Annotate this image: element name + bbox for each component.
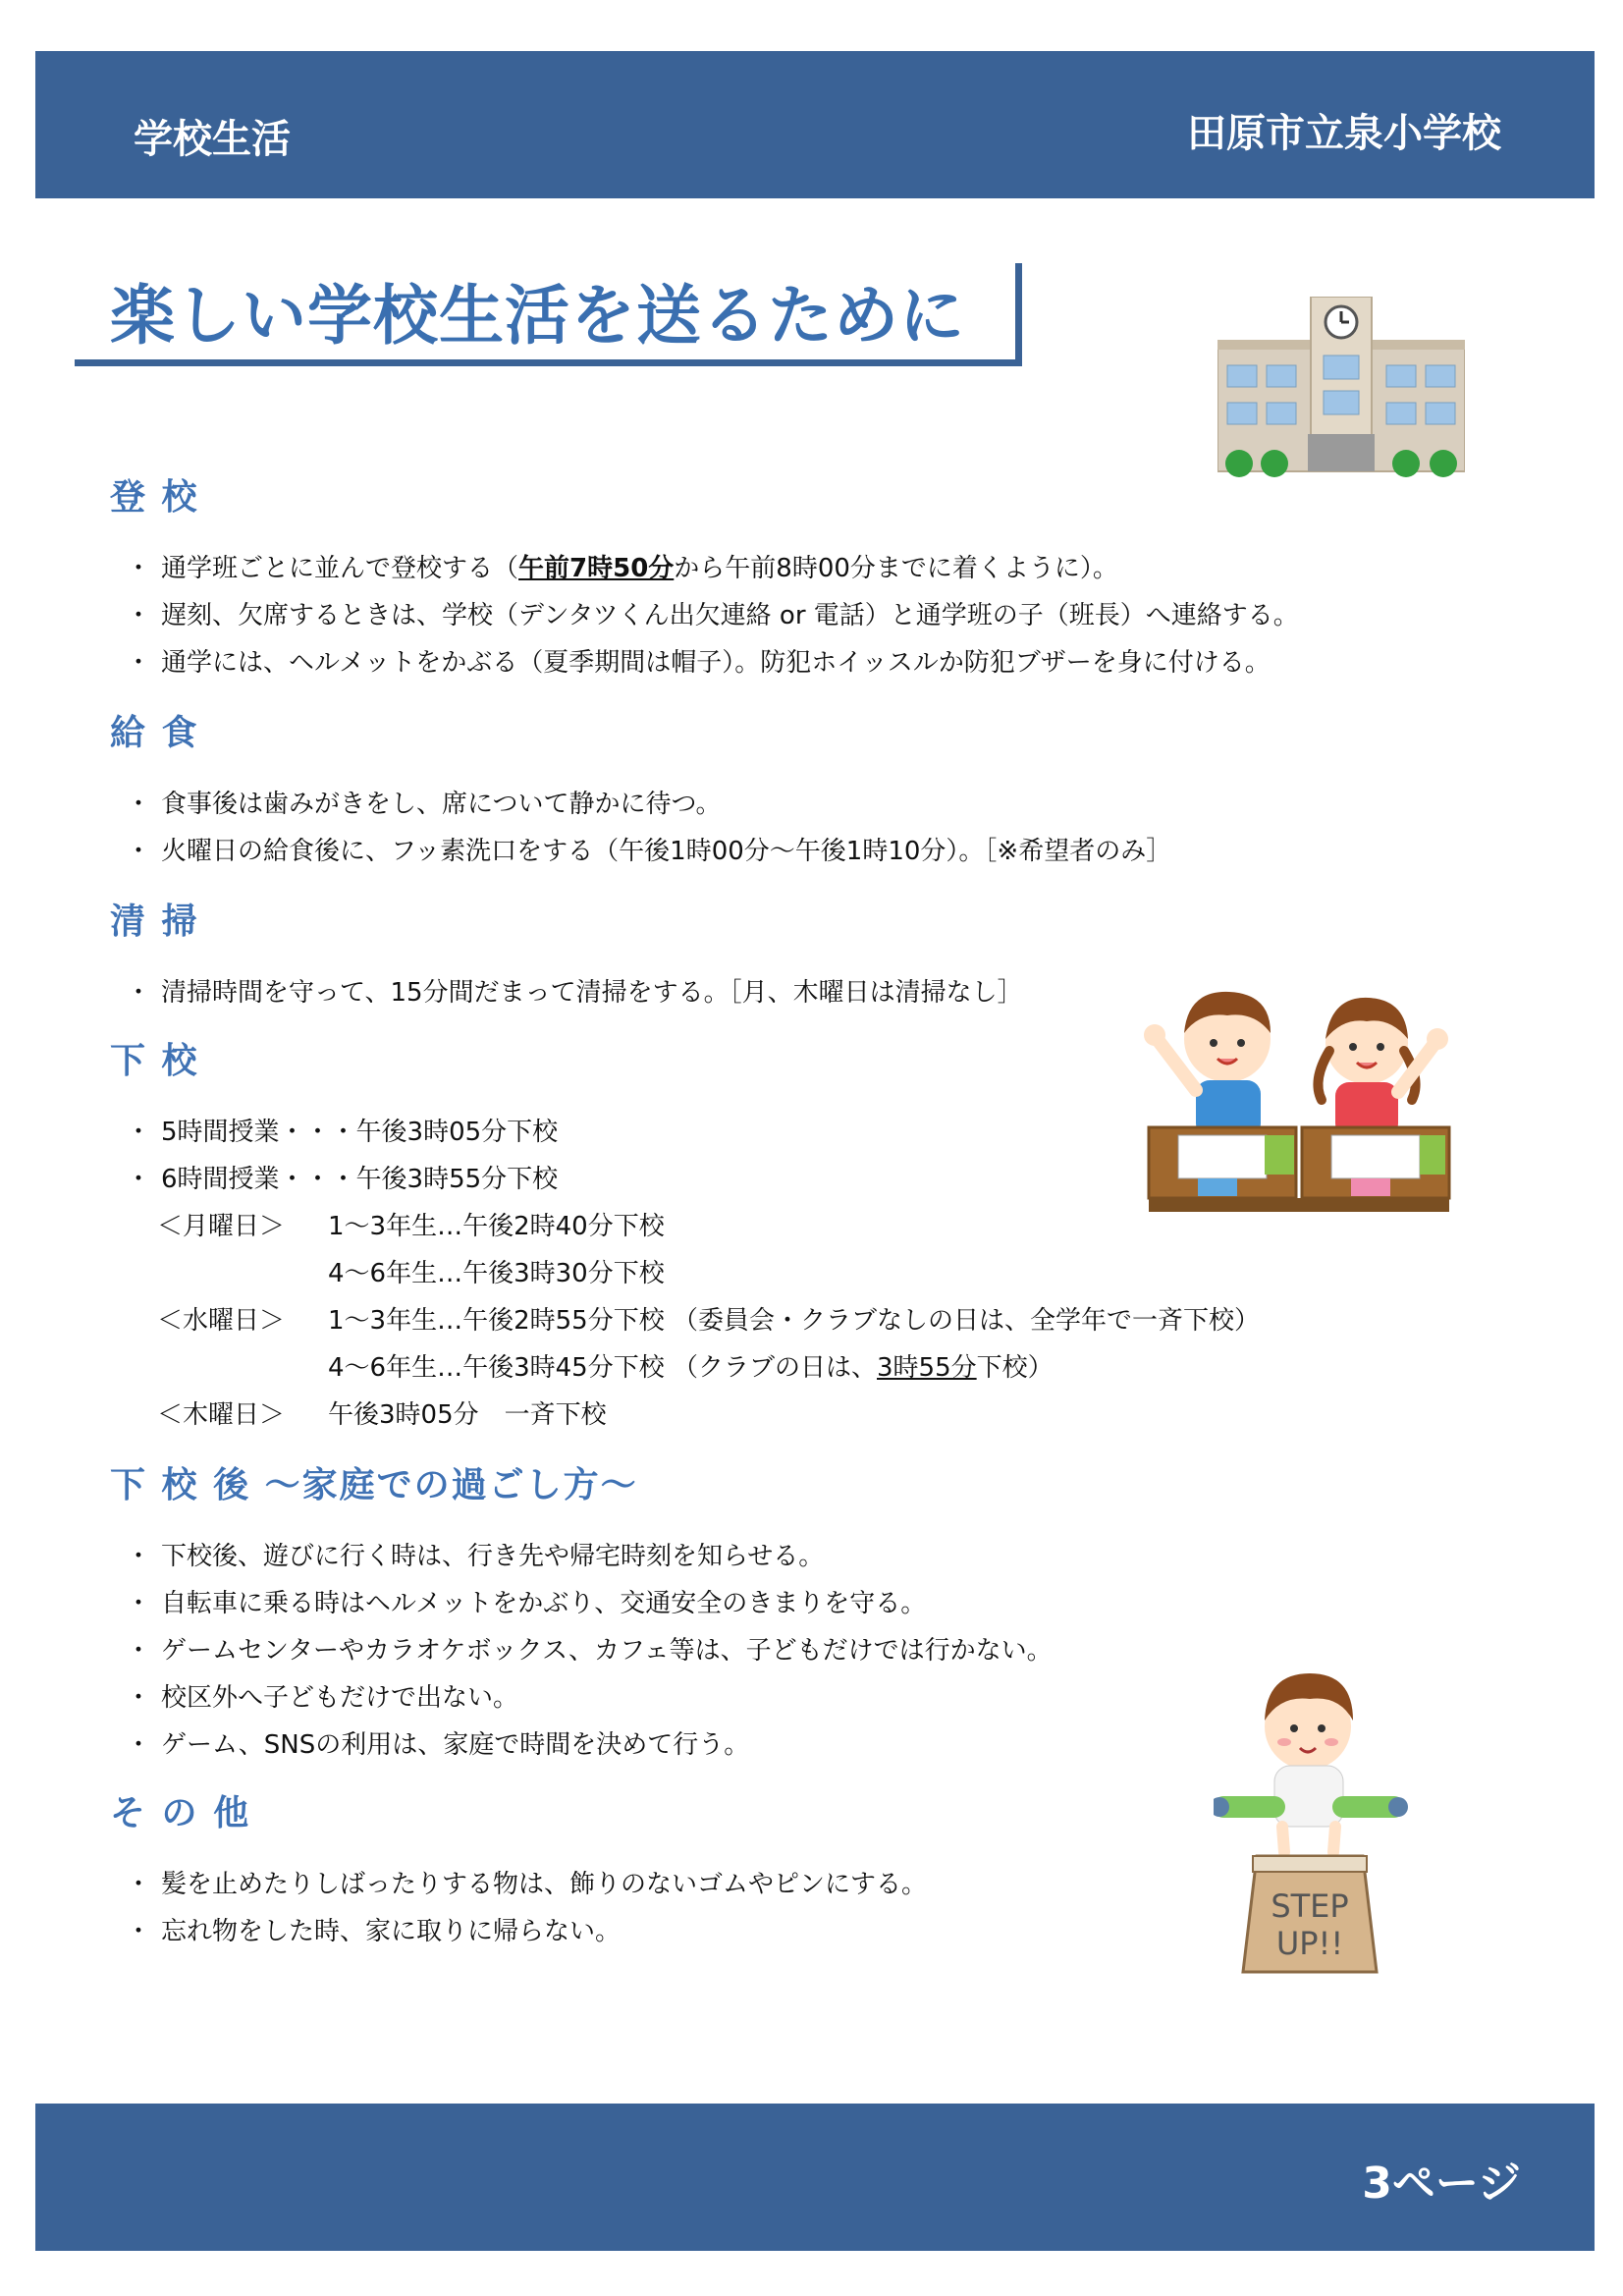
bullet: ・ — [126, 790, 152, 819]
wednesday-note-1: （委員会・クラブなしの日は、全学年で一斉下校） — [672, 1306, 1260, 1336]
step-text: STEP — [1271, 1887, 1349, 1925]
bullet: ・ — [126, 1542, 152, 1571]
wednesday-schedule-2: 4～6年生…午後3時45分下校 （クラブの日は、3時55分下校） — [328, 1353, 1054, 1383]
bullet: ・ — [126, 1730, 152, 1760]
list-item-kyushoku-2: 火曜日の給食後に、フッ素洗口をする（午後1時00分～午後1時10分）。［※希望者のみ］ — [161, 837, 1172, 866]
section-heading-gekogo: 下 校 後 ～家庭での過ごし方～ — [110, 1465, 638, 1505]
title-frame — [75, 263, 1022, 366]
section-heading-toko: 登 校 — [110, 477, 199, 518]
list-item-gekogo-4: 校区外へ子どもだけで出ない。 — [161, 1683, 519, 1713]
step-up-boy-illustration — [1214, 1660, 1410, 1984]
list-item-kyushoku-1: 食事後は歯みがきをし、席について静かに待つ。 — [161, 790, 722, 819]
bullet: ・ — [126, 648, 152, 678]
footer-band — [35, 2104, 1595, 2251]
children-studying-illustration — [1139, 982, 1463, 1228]
list-item-gekogo-1: 下校後、遊びに行く時は、行き先や帰宅時刻を知らせる。 — [161, 1542, 825, 1571]
up-text: UP!! — [1275, 1925, 1344, 1962]
wednesday-schedule-1: 1～3年生…午後2時55分下校 （委員会・クラブなしの日は、全学年で一斉下校） — [328, 1306, 1260, 1336]
monday-schedule-1: 1～3年生…午後2時40分下校 — [328, 1212, 665, 1241]
bullet: ・ — [126, 1683, 152, 1713]
bullet: ・ — [126, 1917, 152, 1946]
bullet: ・ — [126, 837, 152, 866]
bullet: ・ — [126, 1589, 152, 1618]
arrival-time: 午前7時50分 — [518, 554, 675, 583]
bullet: ・ — [126, 1870, 152, 1899]
list-item-toko-3: 通学には、ヘルメットをかぶる（夏季期間は帽子）。防犯ホイッスルか防犯ブザーを身に付ける。 — [161, 648, 1271, 678]
bullet: ・ — [126, 978, 152, 1008]
list-item-gekogo-2: 自転車に乗る時はヘルメットをかぶり、交通安全のきまりを守る。 — [161, 1589, 927, 1618]
page-title: 楽しい学校生活を送るために — [110, 278, 965, 354]
monday-label: ＜月曜日＞ — [157, 1212, 286, 1241]
monday-schedule-2: 4～6年生…午後3時30分下校 — [328, 1259, 665, 1288]
thursday-label: ＜木曜日＞ — [157, 1400, 286, 1430]
page-number: 3ページ — [1362, 2159, 1521, 2209]
list-item-gekogo-3: ゲームセンターやカラオケボックス、カフェ等は、子どもだけでは行かない。 — [161, 1636, 1053, 1666]
section-heading-sonota: そ の 他 — [110, 1793, 251, 1833]
thursday-schedule: 午後3時05分 一斉下校 — [328, 1400, 607, 1430]
list-item-geko-2: 6時間授業・・・午後3時55分下校 — [161, 1165, 559, 1194]
list-item-sonota-1: 髪を止めたりしばったりする物は、飾りのないゴムやピンにする。 — [161, 1870, 928, 1899]
section-heading-geko: 下 校 — [110, 1041, 199, 1081]
list-item-seiso-1: 清掃時間を守って、15分間だまって清掃をする。［月、木曜日は清掃なし］ — [161, 978, 1023, 1008]
bullet: ・ — [126, 1118, 152, 1147]
wednesday-label: ＜水曜日＞ — [157, 1306, 286, 1336]
school-building-illustration — [1217, 297, 1465, 483]
club-dismissal-time: 3時55分 — [877, 1353, 977, 1383]
list-item-geko-1: 5時間授業・・・午後3時05分下校 — [161, 1118, 559, 1147]
header-category: 学校生活 — [134, 117, 291, 162]
section-heading-kyushoku: 給 食 — [110, 713, 199, 753]
bullet: ・ — [126, 554, 152, 583]
bullet: ・ — [126, 601, 152, 630]
header-band — [35, 51, 1595, 198]
list-item-sonota-2: 忘れ物をした時、家に取りに帰らない。 — [161, 1917, 622, 1946]
list-item-toko-1: 通学班ごとに並んで登校する（午前7時50分から午前8時00分までに着くように）。 — [161, 554, 1118, 583]
bullet: ・ — [126, 1165, 152, 1194]
section-heading-seiso: 清 掃 — [110, 902, 199, 942]
list-item-gekogo-5: ゲーム、SNSの利用は、家庭で時間を決めて行う。 — [161, 1730, 750, 1760]
bullet: ・ — [126, 1636, 152, 1666]
header-school-name: 田原市立泉小学校 — [1187, 111, 1501, 156]
list-item-toko-2: 遅刻、欠席するときは、学校（デンタツくん出欠連絡 or 電話）と通学班の子（班長）へ連絡する。 — [161, 601, 1299, 630]
